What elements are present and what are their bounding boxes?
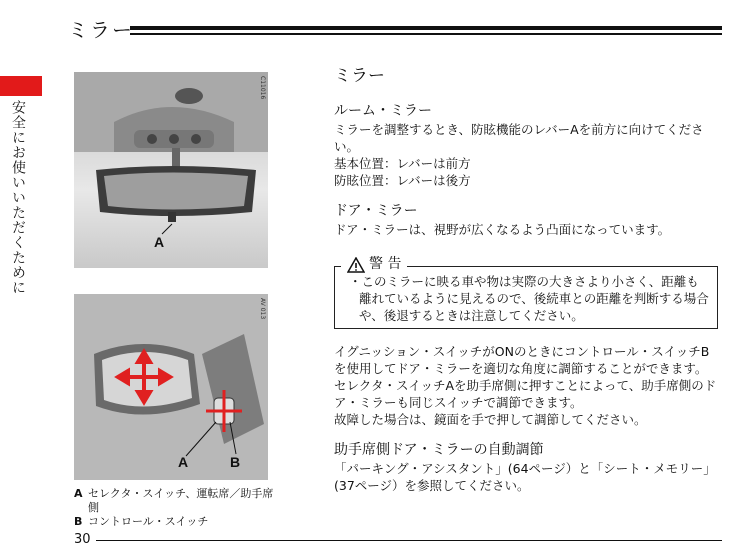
- caption-b-key: B: [74, 515, 83, 528]
- warning-box: [334, 256, 718, 329]
- door-mirror-photo: [74, 294, 268, 480]
- page-number: 30: [74, 532, 91, 547]
- caption-a-key: A: [74, 487, 83, 500]
- auto-adjust-text: 「パーキング・アシスタント」(64ページ）と「シート・メモリー」(37ページ）を参照してください。: [334, 461, 716, 493]
- label-a: A: [178, 454, 189, 470]
- auto-adjust-heading: 助手席側ドア・ミラーの自動調節: [334, 442, 544, 458]
- main-content: [334, 64, 718, 494]
- door-mirror-illustration: [74, 294, 268, 480]
- caption-a-text: セレクタ・スイッチ、運転席／助手席側: [88, 487, 274, 514]
- caption-b-text: コントロール・スイッチ: [88, 515, 209, 528]
- label-b: B: [230, 454, 241, 470]
- figure-code: C11016: [259, 76, 266, 100]
- room-mirror-heading: ルーム・ミラー: [334, 103, 432, 119]
- room-mirror-illustration: [74, 72, 268, 268]
- caption-b: [74, 515, 274, 529]
- room-mirror-basic-position: 基本位置：レバーは前方: [334, 156, 471, 171]
- label-a: A: [154, 234, 165, 250]
- side-section-label: 安全にお使いいただくために: [10, 100, 26, 295]
- footer-rule: [96, 540, 722, 541]
- section-tab: [0, 76, 42, 96]
- door-mirror-text: ドア・ミラーは、視野が広くなるよう凸面になっています。: [334, 222, 671, 237]
- warning-text: ・このミラーに映る車や物は実際の大きさより小さく、距離も離れているように見えるので、後続車との距離を判断する場合や、後退するときは注意してください。: [349, 274, 709, 323]
- room-mirror-photo: [74, 72, 268, 268]
- section-title: ミラー: [334, 66, 385, 86]
- header-title: ミラー: [68, 18, 134, 42]
- selector-switch-text: セレクタ・スイッチAを助手席側に押すことによって、助手席側のドア・ミラーも同じスイッチで調節できます。: [334, 378, 717, 410]
- warning-icon: [347, 257, 365, 273]
- door-mirror-heading: ドア・ミラー: [334, 203, 418, 219]
- ignition-text: イグニッション・スイッチがONのときにコントロール・スイッチBを使用してドア・ミラーを適切な角度に調節することができます。: [334, 344, 710, 376]
- warning-title: 警 告: [369, 256, 402, 272]
- figure-code: AV 013: [259, 298, 266, 320]
- caption-a: [74, 487, 274, 515]
- warning-header: [341, 256, 407, 273]
- malfunction-text: 故障した場合は、鏡面を手で押して調節してください。: [334, 412, 647, 427]
- figure-captions: [74, 487, 274, 529]
- room-mirror-antiglare-position: 防眩位置：レバーは後方: [334, 173, 471, 188]
- header-rule: [130, 26, 722, 35]
- room-mirror-text: ミラーを調整するとき、防眩機能のレバーAを前方に向けてください。: [334, 122, 704, 154]
